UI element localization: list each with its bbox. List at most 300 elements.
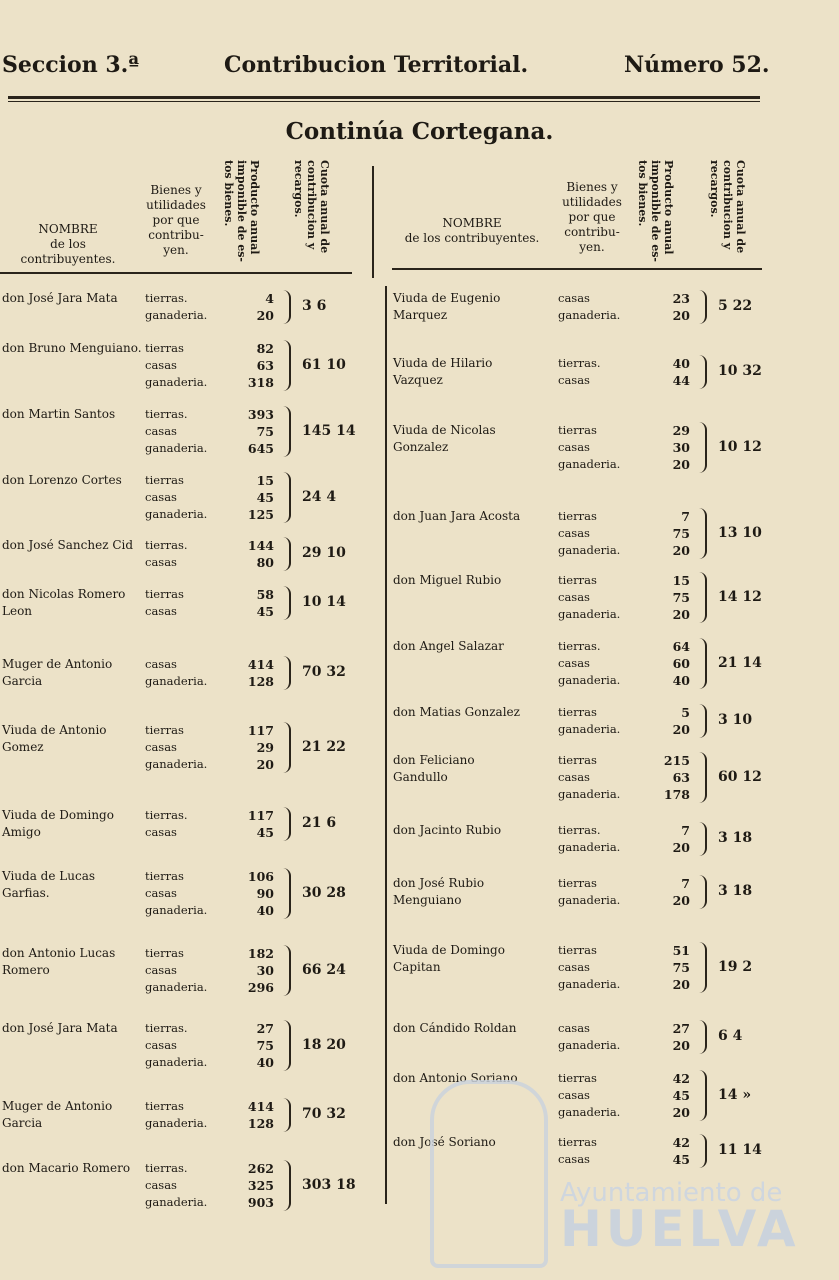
contributor-entry [393, 822, 833, 856]
contributor-name: don Feliciano Gandullo [393, 753, 475, 784]
goods-item: tierras [558, 573, 597, 587]
product-values [236, 472, 274, 523]
product-values [652, 1134, 690, 1168]
goods-item: casas [558, 1021, 590, 1035]
grouping-brace [283, 656, 291, 690]
product-value: 414 [247, 657, 274, 672]
product-value: 45 [672, 1152, 690, 1167]
goods-item: tierras [145, 946, 184, 960]
goods-item: casas [145, 825, 177, 839]
product-value: 40 [672, 356, 690, 371]
contributor-name: don Lorenzo Cortes [2, 473, 122, 487]
product-values [652, 355, 690, 389]
goods-item: ganaderia. [145, 674, 208, 688]
grouping-brace [283, 1098, 291, 1132]
grouping-brace [283, 586, 291, 620]
annual-quota: 3 6 [302, 298, 327, 314]
product-values [652, 290, 690, 324]
grouping-brace [283, 807, 291, 841]
goods-list [145, 807, 188, 841]
contributor-entry [2, 340, 377, 391]
product-value: 117 [247, 723, 274, 738]
goods-item: tierras [558, 705, 597, 719]
annual-quota: 70 32 [302, 1106, 346, 1122]
product-value: 75 [672, 590, 690, 605]
annual-quota: 10 14 [302, 594, 346, 610]
contributor-name: don Angel Salazar [393, 639, 504, 653]
contributor-entry [2, 945, 377, 996]
product-value: 40 [256, 903, 274, 918]
page-title: Contribucion Territorial. [224, 52, 529, 78]
annual-quota: 3 18 [718, 830, 753, 846]
product-value: 58 [256, 587, 274, 602]
right-quota-header: Cuota anual de contribucion y recargos. [708, 160, 747, 254]
grouping-brace [699, 290, 707, 324]
goods-item: tierras. [145, 291, 188, 305]
goods-list [145, 868, 207, 919]
product-value: 90 [256, 886, 274, 901]
goods-item: ganaderia. [558, 308, 621, 322]
product-value: 75 [256, 424, 274, 439]
grouping-brace [699, 572, 707, 623]
goods-list [145, 340, 207, 391]
product-value: 27 [256, 1021, 274, 1036]
product-values [236, 290, 274, 324]
goods-item: tierras [145, 341, 184, 355]
grouping-brace [283, 290, 291, 324]
goods-item: ganaderia. [558, 840, 621, 854]
product-values [652, 508, 690, 559]
contributor-entry [393, 355, 833, 389]
product-value: 15 [256, 473, 274, 488]
product-value: 20 [256, 757, 274, 772]
grouping-brace [283, 406, 291, 457]
product-values [236, 340, 274, 391]
product-value: 20 [672, 308, 690, 323]
goods-list [558, 942, 620, 993]
product-value: 15 [672, 573, 690, 588]
goods-item: ganaderia. [558, 787, 621, 801]
annual-quota: 14 » [718, 1086, 752, 1103]
goods-list [558, 422, 620, 473]
goods-item: casas [558, 440, 590, 454]
product-value: 82 [256, 341, 274, 356]
page-number: Número 52. [624, 52, 770, 78]
goods-item: ganaderia. [558, 543, 621, 557]
product-value: 4 [265, 291, 274, 306]
goods-item: tierras. [145, 538, 188, 552]
annual-quota: 19 2 [718, 958, 753, 975]
goods-item: tierras [145, 869, 184, 883]
goods-item: tierras. [558, 639, 601, 653]
product-value: 60 [672, 656, 690, 671]
product-value: 63 [256, 358, 274, 373]
contributor-name: Viuda de Eugenio Marquez [393, 291, 501, 322]
goods-item: tierras. [145, 1021, 188, 1035]
product-value: 262 [247, 1161, 274, 1176]
goods-item: casas [558, 656, 590, 670]
product-value: 7 [681, 509, 690, 524]
goods-item: ganaderia. [558, 1105, 621, 1119]
product-value: 64 [672, 639, 690, 654]
goods-item: ganaderia. [145, 903, 208, 917]
goods-item: ganaderia. [145, 757, 208, 771]
goods-item: tierras. [145, 808, 188, 822]
grouping-brace [283, 1020, 291, 1071]
name-header-b: de los contribuyentes. [20, 237, 116, 266]
goods-list [558, 290, 620, 324]
left-header-rule [0, 272, 352, 274]
contributor-name: Viuda de Antonio Gomez [2, 723, 107, 754]
goods-list [558, 1020, 620, 1054]
goods-item: ganaderia. [558, 1038, 621, 1052]
goods-item: tierras [558, 753, 597, 767]
product-values [652, 638, 690, 689]
product-value: 393 [247, 407, 274, 422]
left-product-header: Producto anual imponible de es- tos bienes. [222, 160, 261, 262]
annual-quota: 13 10 [718, 524, 762, 541]
product-value: 45 [256, 604, 274, 619]
contributor-name: don Martin Santos [2, 407, 116, 421]
goods-item: ganaderia. [145, 1116, 208, 1130]
left-quota-header: Cuota anual de contribucion y recargos. [292, 160, 331, 254]
product-values [236, 1098, 274, 1132]
right-header-rule [392, 268, 762, 270]
contributor-name: don Bruno Menguiano. [2, 341, 142, 355]
product-value: 75 [672, 526, 690, 541]
annual-quota: 10 12 [718, 438, 762, 455]
annual-quota: 30 28 [302, 884, 346, 901]
name-header-a: NOMBRE [442, 216, 502, 230]
city-seal-watermark [430, 1080, 548, 1268]
goods-item: ganaderia. [145, 308, 208, 322]
goods-item: casas [558, 960, 590, 974]
contributor-name: Viuda de Lucas Garfias. [2, 869, 95, 900]
product-values [652, 1070, 690, 1121]
goods-item: ganaderia. [558, 673, 621, 687]
contributor-name: don José Jara Mata [2, 1021, 118, 1035]
goods-item: casas [145, 963, 177, 977]
annual-quota: 29 10 [302, 545, 346, 561]
product-value: 128 [247, 1116, 274, 1131]
product-value: 318 [247, 375, 274, 390]
annual-quota: 6 4 [718, 1028, 743, 1044]
goods-item: casas [145, 657, 177, 671]
goods-list [558, 508, 620, 559]
grouping-brace [699, 875, 707, 909]
contributor-entry [2, 656, 377, 690]
goods-list [145, 586, 184, 620]
product-value: 182 [247, 946, 274, 961]
contributor-entry [393, 638, 833, 689]
grouping-brace [699, 638, 707, 689]
contributor-name: don José Sanchez Cid [2, 538, 134, 552]
goods-item: ganaderia. [145, 441, 208, 455]
goods-list [145, 290, 207, 324]
contributor-name: don Jacinto Rubio [393, 823, 502, 837]
goods-list [558, 704, 620, 738]
grouping-brace [283, 1160, 291, 1211]
contributor-name: Viuda de Domingo Capitan [393, 943, 505, 974]
annual-quota: 21 22 [302, 738, 346, 755]
goods-list [145, 656, 207, 690]
goods-item: casas [145, 424, 177, 438]
annual-quota: 21 6 [302, 815, 337, 831]
goods-item: ganaderia. [145, 375, 208, 389]
goods-item: tierras [145, 1099, 184, 1113]
product-value: 128 [247, 674, 274, 689]
grouping-brace [699, 752, 707, 803]
goods-item: tierras [145, 473, 184, 487]
contributor-name: don Macario Romero [2, 1161, 131, 1175]
contributor-entry [2, 1160, 377, 1211]
product-value: 45 [256, 825, 274, 840]
name-header-b: de los contribuyentes. [404, 231, 540, 245]
grouping-brace [699, 355, 707, 389]
contributor-name: Viuda de Hilario Vazquez [393, 356, 493, 387]
product-values [652, 942, 690, 993]
goods-item: ganaderia. [558, 607, 621, 621]
contributor-name: Muger de Antonio Garcia [2, 657, 113, 688]
product-value: 40 [672, 673, 690, 688]
left-name-header [2, 222, 134, 267]
product-value: 42 [672, 1071, 690, 1086]
contributor-entry [393, 875, 833, 909]
product-values [652, 704, 690, 738]
section-label: Seccion 3.ª [2, 52, 140, 78]
annual-quota: 5 22 [718, 298, 753, 314]
goods-item: casas [145, 1178, 177, 1192]
goods-item: casas [145, 358, 177, 372]
product-value: 20 [256, 308, 274, 323]
contributor-entry [2, 807, 377, 841]
annual-quota: 3 18 [718, 883, 753, 899]
annual-quota: 24 4 [302, 488, 337, 505]
grouping-brace [283, 868, 291, 919]
product-value: 5 [681, 705, 690, 720]
annual-quota: 66 24 [302, 961, 346, 978]
grouping-brace [699, 422, 707, 473]
product-value: 75 [256, 1038, 274, 1053]
annual-quota: 3 10 [718, 712, 753, 728]
annual-quota: 60 12 [718, 768, 762, 785]
goods-item: casas [145, 490, 177, 504]
product-values [236, 406, 274, 457]
product-value: 7 [681, 823, 690, 838]
product-values [236, 722, 274, 773]
contributor-entry [393, 704, 833, 738]
contributor-entry [393, 290, 833, 324]
left-goods-header: Bienes y utilidades por que contribu- yen. [146, 183, 206, 257]
contributor-name: don José Jara Mata [2, 291, 118, 305]
grouping-brace [699, 704, 707, 738]
goods-item: casas [558, 1152, 590, 1166]
product-values [652, 822, 690, 856]
contributor-entry [393, 508, 833, 559]
goods-list [145, 472, 207, 523]
goods-item: ganaderia. [145, 1055, 208, 1069]
product-value: 63 [672, 770, 690, 785]
goods-item: tierras. [558, 356, 601, 370]
product-values [652, 875, 690, 909]
contributor-entry [393, 422, 833, 473]
product-value: 42 [672, 1135, 690, 1150]
contributor-entry [393, 1020, 833, 1054]
product-value: 30 [672, 440, 690, 455]
product-value: 40 [256, 1055, 274, 1070]
contributor-name: don Cándido Roldan [393, 1021, 517, 1035]
contributor-name: don José Soriano [393, 1135, 496, 1149]
contributor-name: don Nicolas Romero Leon [2, 587, 126, 618]
header-rule-thin [8, 101, 760, 102]
goods-list [558, 355, 601, 389]
contributor-entry [2, 722, 377, 773]
product-value: 30 [256, 963, 274, 978]
contributor-entry [2, 537, 377, 571]
grouping-brace [699, 1020, 707, 1054]
annual-quota: 10 32 [718, 363, 762, 379]
annual-quota: 11 14 [718, 1142, 762, 1158]
goods-item: ganaderia. [145, 1195, 208, 1209]
goods-item: casas [558, 291, 590, 305]
product-values [236, 868, 274, 919]
goods-item: casas [558, 526, 590, 540]
contributor-name: don Antonio Lucas Romero [2, 946, 116, 977]
product-value: 20 [672, 722, 690, 737]
goods-item: tierras [145, 723, 184, 737]
product-value: 144 [247, 538, 274, 553]
product-value: 45 [256, 490, 274, 505]
contributor-name: Viuda de Domingo Amigo [2, 808, 114, 839]
product-value: 325 [247, 1178, 274, 1193]
product-value: 20 [672, 840, 690, 855]
goods-item: tierras [558, 876, 597, 890]
goods-item: casas [145, 1038, 177, 1052]
right-product-header: Producto anual imponible de es- tos bienes. [636, 160, 675, 262]
product-values [236, 945, 274, 996]
goods-item: casas [558, 770, 590, 784]
right-goods-header: Bienes y utilidades por que contribu- yen. [562, 180, 622, 254]
goods-item: ganaderia. [558, 977, 621, 991]
product-values [652, 1020, 690, 1054]
goods-list [145, 722, 207, 773]
product-value: 215 [663, 753, 690, 768]
goods-item: ganaderia. [558, 722, 621, 736]
product-value: 125 [247, 507, 274, 522]
watermark-text: Ayuntamiento de [560, 1178, 783, 1208]
grouping-brace [283, 722, 291, 773]
product-value: 44 [672, 373, 690, 388]
goods-item: ganaderia. [558, 893, 621, 907]
contributor-entry [2, 1098, 377, 1132]
contributor-entry [2, 472, 377, 523]
product-value: 29 [672, 423, 690, 438]
product-values [652, 752, 690, 803]
product-values [236, 586, 274, 620]
subtitle: Continúa Cortegana. [285, 118, 554, 145]
contributor-name: Viuda de Nicolas Gonzalez [393, 423, 496, 454]
goods-item: ganaderia. [558, 457, 621, 471]
goods-item: casas [145, 886, 177, 900]
product-value: 178 [663, 787, 690, 802]
goods-list [145, 537, 188, 571]
header-rule [8, 96, 760, 99]
contributor-name: don Miguel Rubio [393, 573, 502, 587]
annual-quota: 18 20 [302, 1036, 346, 1053]
product-values [652, 422, 690, 473]
contributor-entry [393, 942, 833, 993]
goods-list [145, 1160, 207, 1211]
goods-list [558, 822, 620, 856]
contributor-name: Muger de Antonio Garcia [2, 1099, 113, 1130]
goods-item: tierras [558, 423, 597, 437]
contributor-name: don José Rubio Menguiano [393, 876, 485, 907]
goods-list [558, 638, 620, 689]
product-value: 20 [672, 1105, 690, 1120]
contributor-entry [2, 586, 377, 620]
goods-list [145, 1098, 207, 1132]
product-value: 117 [247, 808, 274, 823]
product-value: 7 [681, 876, 690, 891]
goods-list [558, 1070, 620, 1121]
product-value: 20 [672, 543, 690, 558]
goods-list [145, 945, 207, 996]
product-values [236, 1020, 274, 1071]
name-header-a: NOMBRE [38, 222, 98, 236]
annual-quota: 21 14 [718, 654, 762, 671]
goods-list [145, 1020, 207, 1071]
header-column-divider [372, 166, 374, 278]
product-value: 645 [247, 441, 274, 456]
product-values [236, 537, 274, 571]
contributor-entry [393, 752, 833, 803]
contributor-name: don Matias Gonzalez [393, 705, 520, 719]
right-name-header [392, 216, 552, 246]
product-value: 20 [672, 607, 690, 622]
goods-item: casas [558, 590, 590, 604]
annual-quota: 14 12 [718, 588, 762, 605]
goods-item: tierras. [145, 407, 188, 421]
product-values [652, 572, 690, 623]
product-value: 296 [247, 980, 274, 995]
product-value: 23 [672, 291, 690, 306]
product-value: 106 [247, 869, 274, 884]
contributor-entry [2, 290, 377, 324]
column-divider [385, 286, 387, 1204]
goods-item: ganaderia. [145, 980, 208, 994]
product-value: 80 [256, 555, 274, 570]
product-value: 27 [672, 1021, 690, 1036]
contributor-entry [2, 406, 377, 457]
goods-item: casas [145, 740, 177, 754]
product-value: 414 [247, 1099, 274, 1114]
product-value: 75 [672, 960, 690, 975]
goods-list [558, 875, 620, 909]
goods-list [558, 752, 620, 803]
goods-item: ganaderia. [145, 507, 208, 521]
grouping-brace [699, 508, 707, 559]
product-value: 20 [672, 457, 690, 472]
product-values [236, 807, 274, 841]
grouping-brace [283, 945, 291, 996]
goods-item: casas [558, 373, 590, 387]
grouping-brace [283, 537, 291, 571]
product-value: 903 [247, 1195, 274, 1210]
grouping-brace [699, 822, 707, 856]
goods-item: tierras [558, 943, 597, 957]
product-value: 20 [672, 1038, 690, 1053]
goods-item: tierras [558, 509, 597, 523]
